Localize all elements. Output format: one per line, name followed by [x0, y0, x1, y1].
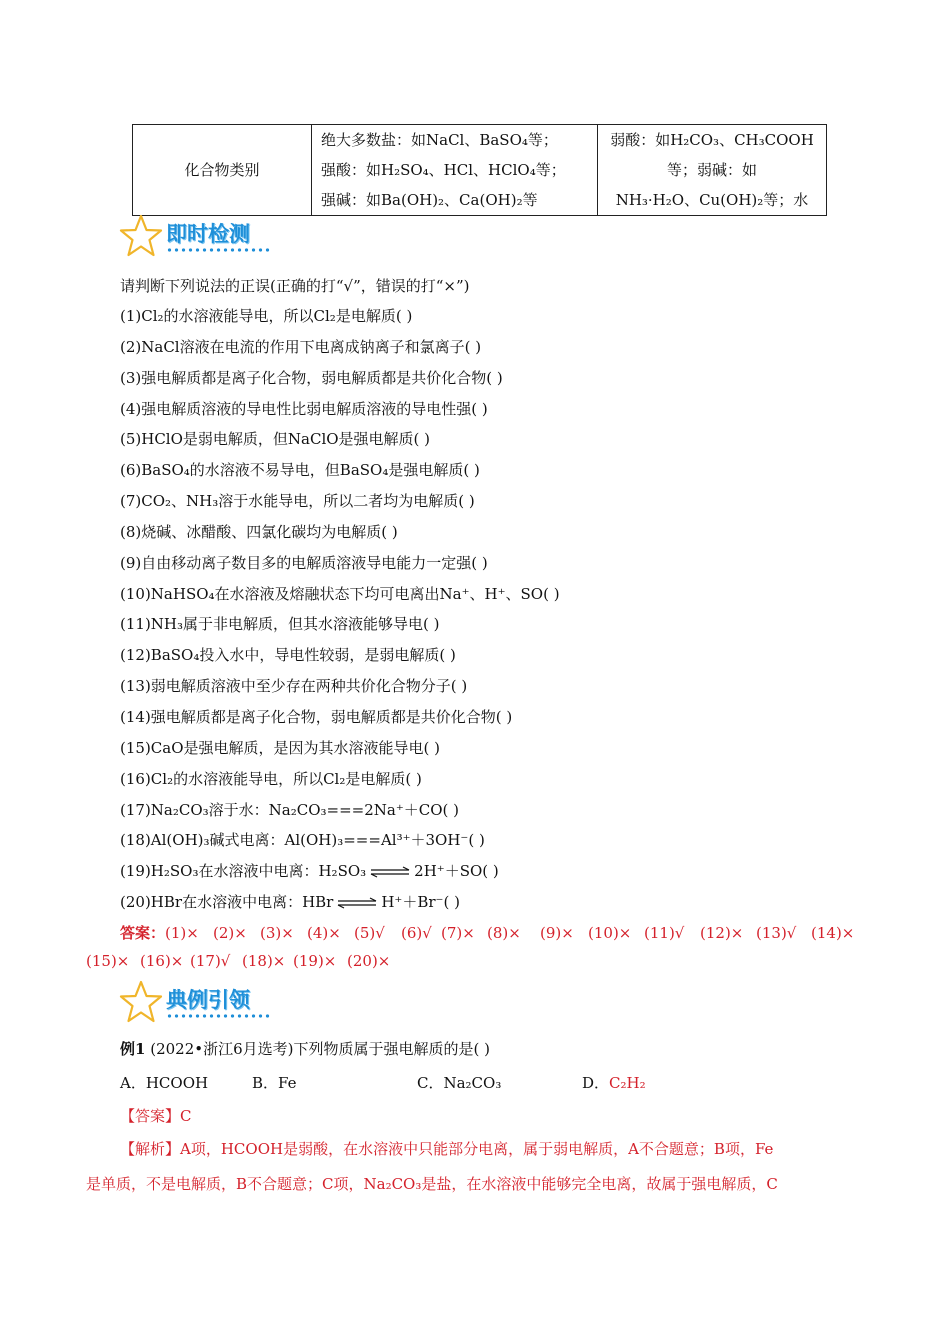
- answer-tag: 【答案】: [120, 1107, 181, 1125]
- list-item: (13)弱电解质溶液中至少存在两种共价化合物分子( ): [120, 677, 468, 696]
- compound-category-table: [132, 124, 827, 216]
- example-question: [120, 1038, 490, 1059]
- section-header-check: [118, 214, 278, 258]
- list-item: (6)BaSO₄的水溶液不易导电，但BaSO₄是强电解质( ): [120, 461, 480, 480]
- answer-value: C: [180, 1107, 192, 1125]
- answer-item: (3)×: [260, 924, 294, 942]
- answer-item: (4)×: [307, 924, 341, 942]
- option-d-label: D．: [582, 1074, 610, 1092]
- answer-item: (2)×: [213, 924, 247, 942]
- example-answer: [120, 1105, 192, 1126]
- equilibrium-arrow-icon: [336, 897, 378, 909]
- list-item: (15)CaO是强电解质，是因为其水溶液能导电( ): [120, 738, 440, 757]
- answer-item: (20)×: [347, 952, 391, 970]
- list-item: (14)强电解质都是离子化合物，弱电解质都是共价化合物( ): [120, 707, 513, 726]
- weak-line-1: 弱酸：如H₂CO₃、CH₃COOH: [610, 131, 814, 149]
- answer-item: (14)×: [811, 924, 855, 942]
- explanation-text-1: A项，HCOOH是弱酸，在水溶液中只能部分电离，属于弱电解质，A不合题意；B项，Fe: [180, 1140, 774, 1158]
- answer-item: (7)×: [441, 924, 475, 942]
- q20-lead: (20)HBr在水溶液中电离：HBr: [120, 893, 334, 912]
- list-item: (2)NaCl溶液在电流的作用下电离成钠离子和氯离子( ): [120, 337, 482, 356]
- answer-row-1: [120, 922, 854, 943]
- answer-row-2: [86, 952, 390, 970]
- answer-item: (17)√: [190, 952, 231, 970]
- option-d-value: C₂H₂: [609, 1074, 646, 1092]
- list-item: (5)HClO是弱电解质，但NaClO是强电解质( ): [120, 430, 431, 449]
- list-item-q19: [120, 856, 560, 887]
- list-item: (9)自由移动离子数目多的电解质溶液导电能力一定强( ): [120, 553, 488, 572]
- answer-item: (6)√: [401, 924, 432, 942]
- q20-tail: H⁺＋Br⁻( ): [381, 893, 460, 912]
- option-c: C．Na₂CO₃: [417, 1074, 502, 1092]
- intro-text: 请判断下列说法的正误(正确的打“√”，错误的打“×”): [120, 277, 470, 295]
- star-icon: [118, 214, 164, 258]
- list-item: (7)CO₂、NH₃溶于水能导电，所以二者均为电解质( ): [120, 492, 475, 511]
- answer-item: (5)√: [354, 924, 385, 942]
- explanation-tag: 【解析】: [120, 1140, 181, 1158]
- answer-item: (8)×: [487, 924, 521, 942]
- example-label: 例1: [120, 1040, 146, 1058]
- answer-label: 答案：: [120, 924, 166, 942]
- section-dots: [166, 248, 271, 252]
- list-item: (11)NH₃属于非电解质，但其水溶液能够导电( ): [120, 615, 440, 634]
- table-cell-label: [133, 125, 312, 216]
- strong-line-1: 绝大多数盐：如NaCl、BaSO₄等；: [321, 131, 558, 149]
- table-cell-weak: [598, 125, 827, 216]
- list-item: (10)NaHSO₄在水溶液及熔融状态下均可电离出Na⁺、H⁺、SO( ): [120, 584, 560, 603]
- answer-item: (16)×: [140, 952, 184, 970]
- strong-line-3: 强碱：如Ba(OH)₂、Ca(OH)₂等: [321, 191, 538, 209]
- equilibrium-arrow-icon: [369, 866, 411, 878]
- option-d: [582, 1072, 646, 1093]
- answer-item: (15)×: [86, 952, 130, 970]
- answer-item: (10)×: [588, 924, 632, 942]
- category-label: 化合物类别: [184, 161, 260, 179]
- explanation-line-2: 是单质，不是电解质，B不合题意；C项，Na₂CO₃是盐，在水溶液中能够完全电离，故属于强电解质，C: [86, 1175, 778, 1193]
- question-list: [120, 301, 560, 918]
- answer-item: (1)×: [165, 924, 199, 942]
- list-item: (17)Na₂CO₃溶于水：Na₂CO₃===2Na⁺＋CO( ): [120, 800, 460, 819]
- list-item: (4)强电解质溶液的导电性比弱电解质溶液的导电性强( ): [120, 399, 488, 418]
- answer-item: (9)×: [540, 924, 574, 942]
- list-item: (16)Cl₂的水溶液能导电，所以Cl₂是电解质( ): [120, 769, 422, 788]
- example-question-text: (2022•浙江6月选考)下列物质属于强电解质的是( ): [150, 1040, 490, 1058]
- weak-line-2: 等；弱碱：如: [666, 161, 757, 179]
- list-item-q20: [120, 887, 560, 918]
- explanation-line-1: [120, 1138, 773, 1159]
- option-a: A．HCOOH: [120, 1074, 209, 1092]
- list-item: (3)强电解质都是离子化合物，弱电解质都是共价化合物( ): [120, 368, 503, 387]
- answer-item: (11)√: [644, 924, 685, 942]
- table-cell-strong: [312, 125, 598, 216]
- section-title: 典例引领: [166, 988, 250, 1012]
- list-item: (18)Al(OH)₃碱式电离：Al(OH)₃===Al³⁺＋3OH⁻( ): [120, 831, 485, 850]
- list-item: (1)Cl₂的水溶液能导电，所以Cl₂是电解质( ): [120, 307, 413, 325]
- table-row: [133, 125, 827, 216]
- star-icon: [118, 980, 164, 1024]
- list-item: (8)烧碱、冰醋酸、四氯化碳均为电解质( ): [120, 522, 398, 541]
- strong-line-2: 强酸：如H₂SO₄、HCl、HClO₄等；: [321, 161, 566, 179]
- option-b: B．Fe: [252, 1074, 297, 1092]
- section-header-example: [118, 980, 278, 1024]
- q19-lead: (19)H₂SO₃在水溶液中电离：H₂SO₃: [120, 862, 367, 881]
- weak-line-3: NH₃·H₂O、Cu(OH)₂等；水: [615, 191, 809, 209]
- section-title: 即时检测: [166, 222, 250, 246]
- answer-item: (13)√: [756, 924, 797, 942]
- q19-tail: 2H⁺＋SO( ): [414, 862, 499, 881]
- section-dots: [166, 1014, 271, 1018]
- answer-item: (19)×: [293, 952, 337, 970]
- answer-item: (12)×: [700, 924, 744, 942]
- list-item: (12)BaSO₄投入水中，导电性较弱，是弱电解质( ): [120, 646, 456, 665]
- answer-item: (18)×: [242, 952, 286, 970]
